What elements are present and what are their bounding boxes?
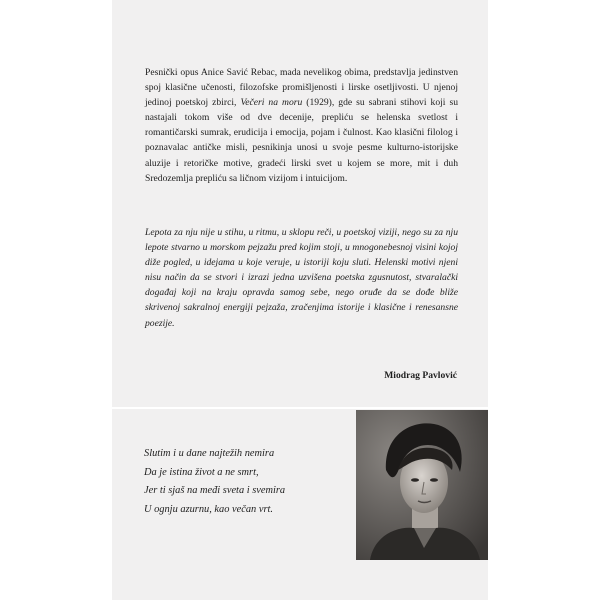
poem-line: Jer ti sjaš na međi sveta i svemira <box>144 485 286 496</box>
poem-line: Slutim i u dane najtežih nemira <box>144 448 275 459</box>
critic-quote: Lepota za nju nije u stihu, u ritmu, u sklopu reči, u poetskoj viziji, nego su za nju lepote stvarno u morskom pejzažu pred kojim stoji, u mnogonebesnoj visini kojoj diže pogled, u idejama u koje veruje, u istoriji koju sluti. Helenski motivi njeni nisu način da se stvori i izrazi jedna uzvišena poetska zgusnutost, stvaralački događaj koji na kraju opravda samog sebe, nego oruđe da se dođe bliže skrivenoj sakralnoj energiji pejzaža, zračenjima istorije i klasične i renesansne poezije. <box>145 227 458 329</box>
quote-author: Miodrag Pavlović <box>384 370 457 381</box>
intro-text-1: Pesnički opus Anice Savić Rebac, mada nevelikog obima, predstavlja jedinstven spoj klasične učenosti, filozofske promišljenosti i lirske osetljivosti. U njenoj jedinoj poetskoj zbirci, <box>145 67 458 109</box>
poem-line: U ognju azurnu, kao večan vrt. <box>144 503 273 515</box>
intro-text-2: (1929), gde su sabrani stihovi koji su nastajali tokom više od dve decenije, prepliću se helenska svetlost i romantičarski sumrak, erudicija i emocija, pojam i čulnost. Kao klasični filolog i poznavalac antičke misli, pesnikinja unosi u svoje pesme kulturno-istorijske aluzije i retoričke motive, gradeći lirski svet u kojem se more, mit i duh Sredozemlja prepliću sa ličnom vizijom i intuicijom. <box>145 97 458 184</box>
poem-line: Da je istina život a ne smrt, <box>144 466 259 478</box>
portrait-illustration <box>356 410 488 560</box>
poem-excerpt <box>144 445 285 519</box>
section-divider <box>112 407 488 409</box>
author-portrait-photo <box>356 410 488 560</box>
book-title: Večeri na moru <box>240 97 303 109</box>
intro-paragraph <box>145 65 458 186</box>
